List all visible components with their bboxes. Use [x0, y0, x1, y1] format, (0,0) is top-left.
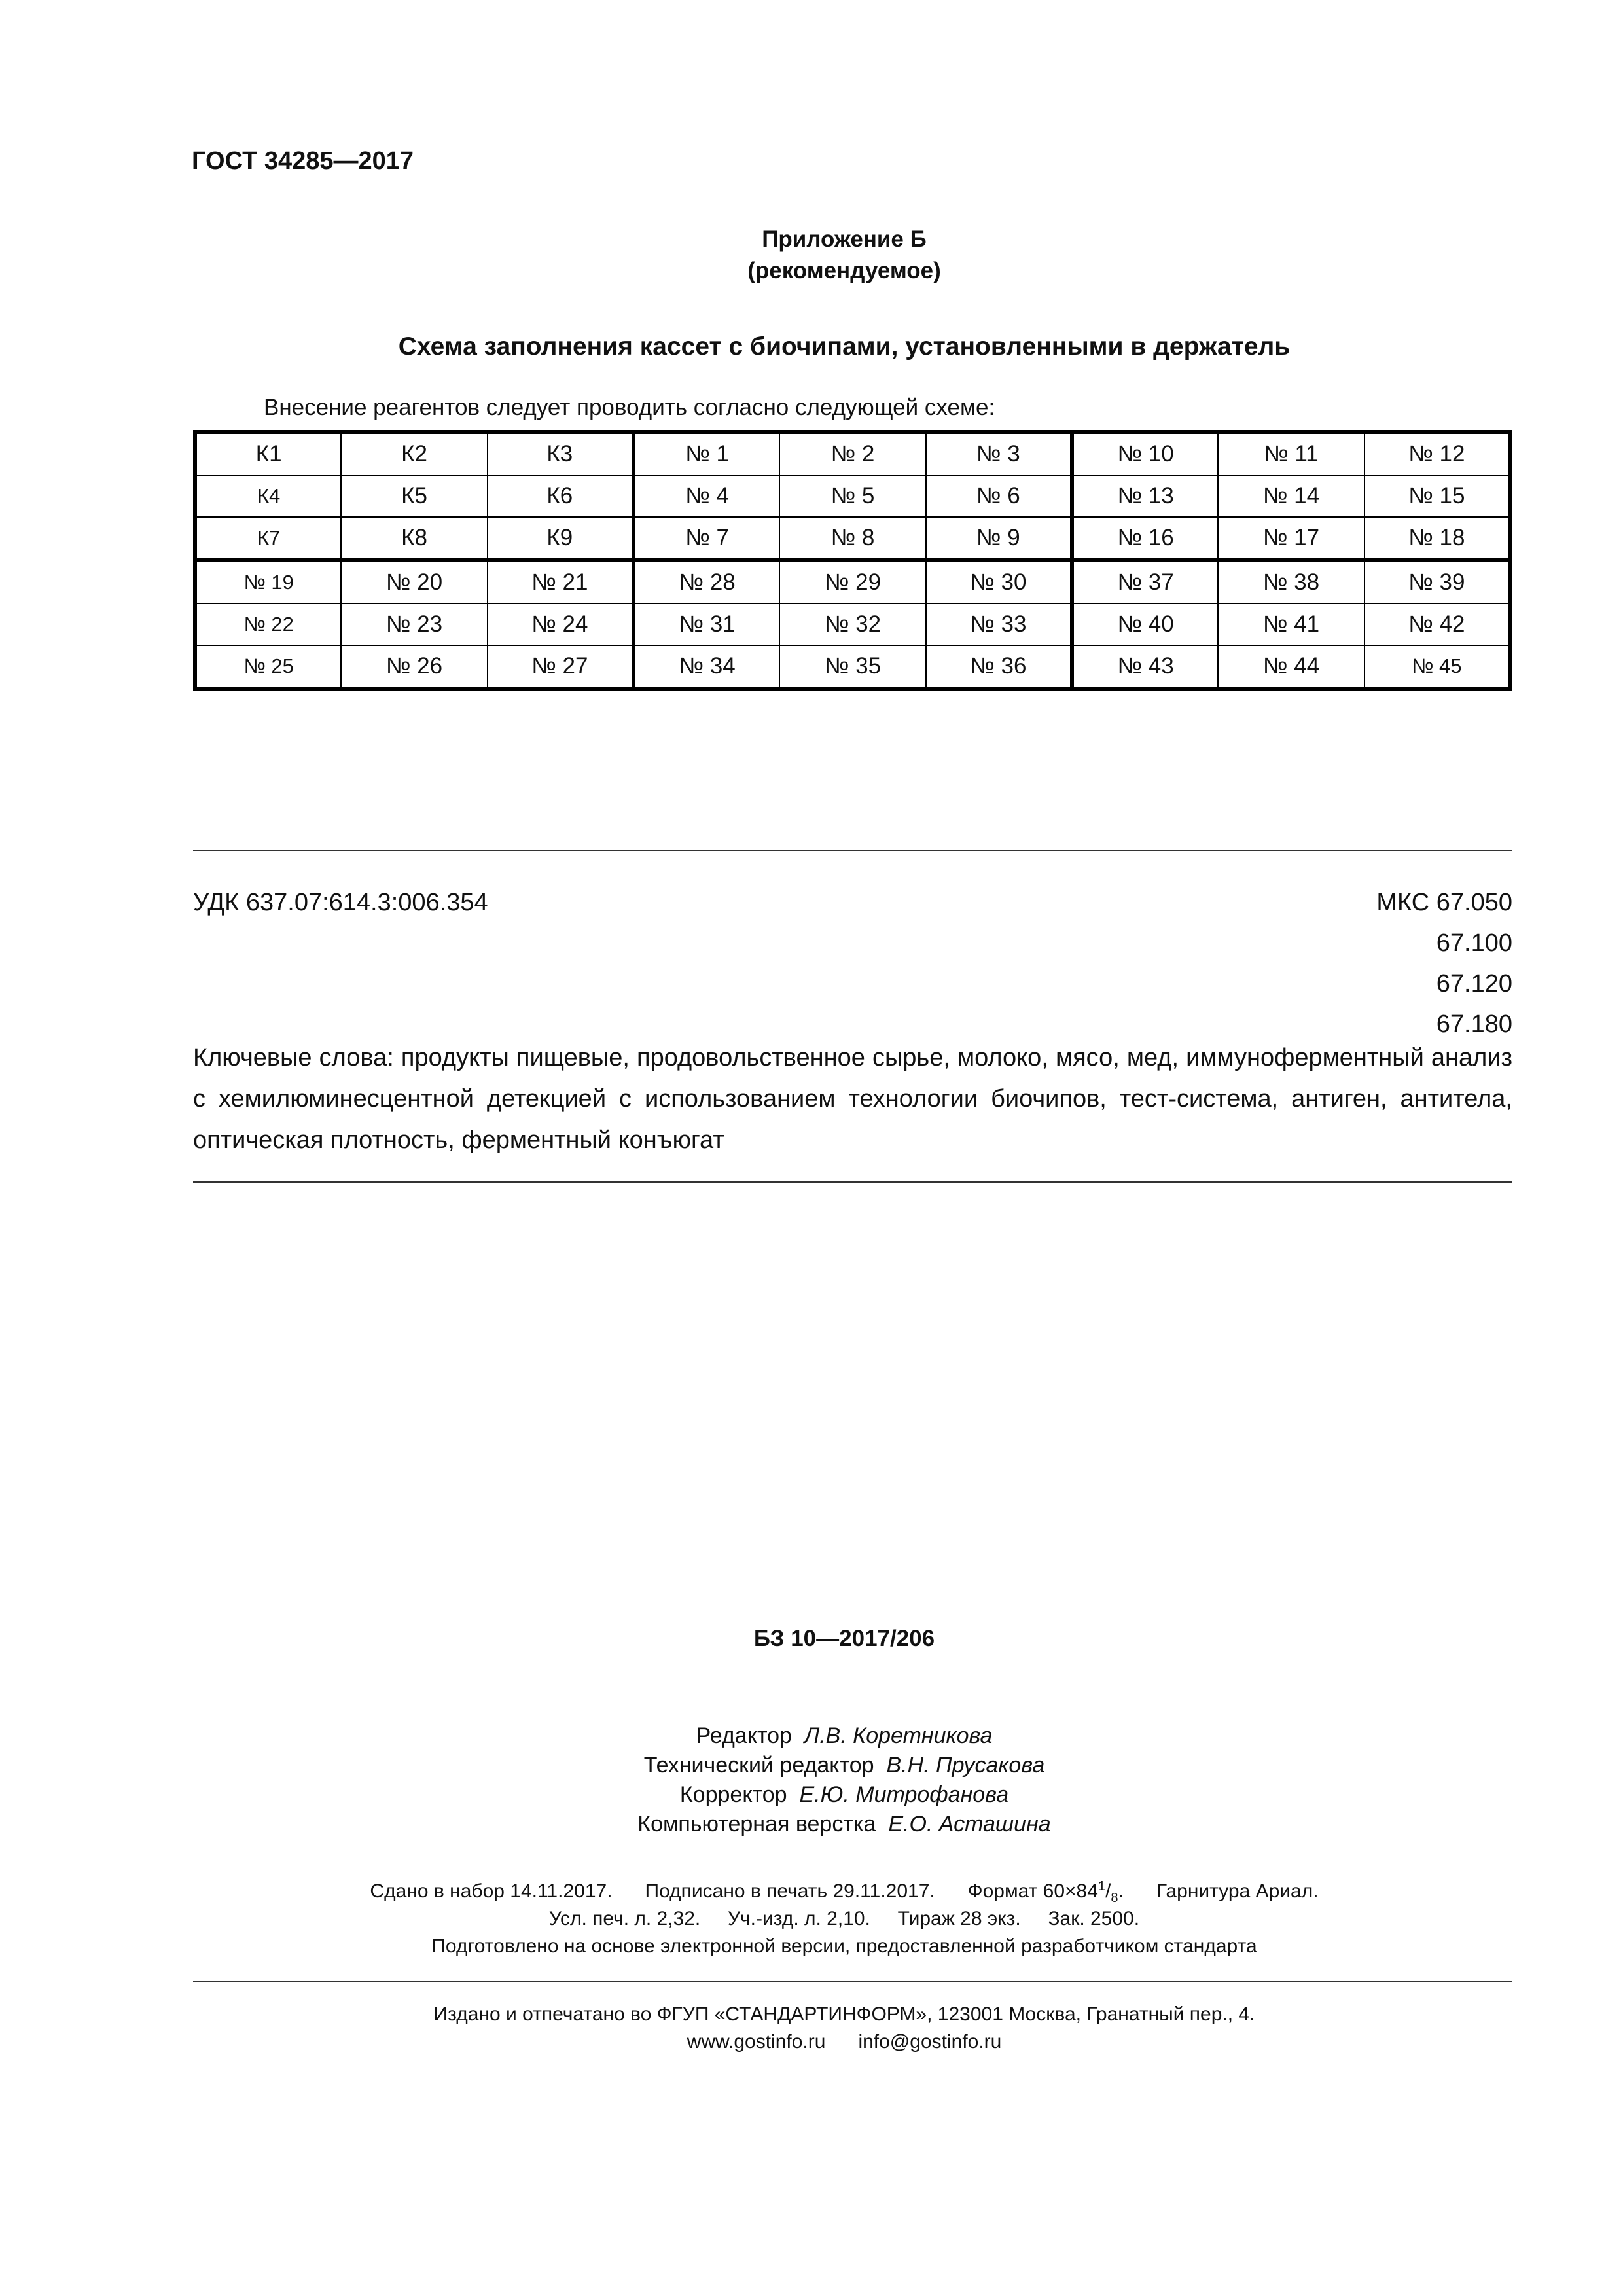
- table-row: [195, 517, 1510, 560]
- table-cell: № 1: [633, 432, 779, 475]
- table-cell: № 45: [1364, 645, 1510, 689]
- table-cell: № 10: [1072, 432, 1218, 475]
- mks-code: МКС 67.050: [1376, 889, 1512, 916]
- table-cell: № 16: [1072, 517, 1218, 560]
- credit-name: В.Н. Прусакова: [886, 1753, 1045, 1778]
- credit-role: Технический редактор: [643, 1753, 874, 1778]
- scheme-intro: Внесение реагентов следует проводить согласно следующей схеме:: [264, 395, 995, 420]
- credit-proofreader: [0, 1780, 1623, 1810]
- table-cell: № 34: [633, 645, 779, 689]
- format: Формат $60\times 84^1/_8$.: [967, 1879, 1124, 1905]
- table-cell: К5: [341, 475, 487, 517]
- imprint-line-2: [0, 1906, 1623, 1932]
- table-cell: К8: [341, 517, 487, 560]
- table-cell: № 41: [1218, 603, 1364, 645]
- signed-date: Подписано в печать 29.11.2017.: [645, 1880, 935, 1902]
- table-cell: № 26: [341, 645, 487, 689]
- print-sheets: Усл. печ. л. 2,32.: [548, 1908, 701, 1929]
- table-cell: № 24: [488, 603, 633, 645]
- table-cell: № 2: [779, 432, 925, 475]
- mks-code: 67.100: [1436, 929, 1512, 957]
- cassette-scheme-table: [193, 430, 1512, 691]
- table-cell: № 43: [1072, 645, 1218, 689]
- table-cell: № 3: [926, 432, 1072, 475]
- table-row: [195, 475, 1510, 517]
- table-cell: № 42: [1364, 603, 1510, 645]
- table-cell: № 30: [926, 560, 1072, 603]
- table-cell: К9: [488, 517, 633, 560]
- table-cell: № 18: [1364, 517, 1510, 560]
- credit-name: Л.В. Коретникова: [804, 1723, 993, 1748]
- table-cell: № 12: [1364, 432, 1510, 475]
- mks-code: 67.120: [1436, 970, 1512, 997]
- table-cell: № 37: [1072, 560, 1218, 603]
- email-link[interactable]: info@gostinfo.ru: [858, 2031, 1002, 2053]
- credit-layout: [0, 1810, 1623, 1839]
- table-cell: № 35: [779, 645, 925, 689]
- table-cell: К4: [195, 475, 341, 517]
- credit-editor: [0, 1721, 1623, 1751]
- table-cell: № 4: [633, 475, 779, 517]
- order-number: Зак. 2500.: [1048, 1908, 1140, 1929]
- table-cell: № 11: [1218, 432, 1364, 475]
- credit-tech-editor: [0, 1751, 1623, 1780]
- divider-bottom: [193, 1981, 1512, 1982]
- table-cell: № 15: [1364, 475, 1510, 517]
- appendix-title: Приложение Б: [762, 226, 927, 252]
- mks-code: 67.180: [1436, 1011, 1512, 1038]
- table-cell: К3: [488, 432, 633, 475]
- credit-name: Е.О. Асташина: [888, 1812, 1051, 1837]
- table-cell: № 21: [488, 560, 633, 603]
- contacts: [0, 2029, 1623, 2055]
- table-cell: № 14: [1218, 475, 1364, 517]
- appendix-note: (рекомендуемое): [747, 258, 941, 283]
- credit-role: Компьютерная верстка: [637, 1812, 876, 1837]
- bz-number: БЗ 10—2017/206: [753, 1626, 935, 1651]
- table-cell: № 7: [633, 517, 779, 560]
- table-cell: № 23: [341, 603, 487, 645]
- table-cell: № 29: [779, 560, 925, 603]
- typeset-date: Сдано в набор 14.11.2017.: [370, 1880, 613, 1902]
- table-cell: № 33: [926, 603, 1072, 645]
- table-cell: № 32: [779, 603, 925, 645]
- table-row: [195, 432, 1510, 475]
- table-cell: № 28: [633, 560, 779, 603]
- keywords: Ключевые слова: продукты пищевые, продовольственное сырье, молоко, мясо, мед, иммуноферментный анализ с хемилюминесцентной детекцией с использованием технологии биочипов, тест-система, антиген, антитела, оптическая плотность, ферментный конъюгат: [193, 1044, 1512, 1154]
- document-code: ГОСТ 34285—2017: [192, 147, 414, 175]
- divider-middle: [193, 1181, 1512, 1183]
- table-cell: № 27: [488, 645, 633, 689]
- table-cell: № 17: [1218, 517, 1364, 560]
- table-cell: № 6: [926, 475, 1072, 517]
- divider-top: [193, 850, 1512, 851]
- table-cell: К2: [341, 432, 487, 475]
- publ-sheets: Уч.-изд. л. 2,10.: [727, 1908, 870, 1929]
- udk-code: УДК 637.07:614.3:006.354: [193, 889, 488, 916]
- typeface: Гарнитура Ариал.: [1156, 1880, 1319, 1902]
- imprint-line-1: [0, 1878, 1623, 1905]
- table-cell: № 36: [926, 645, 1072, 689]
- publisher: Издано и отпечатано во ФГУП «СТАНДАРТИНФОРМ», 123001 Москва, Гранатный пер., 4.: [433, 2003, 1255, 2025]
- scheme-title: Схема заполнения кассет с биочипами, установленными в держатель: [398, 332, 1291, 361]
- credit-role: Корректор: [679, 1782, 787, 1807]
- circulation: Тираж 28 экз.: [897, 1908, 1021, 1929]
- table-cell: № 38: [1218, 560, 1364, 603]
- credit-role: Редактор: [696, 1723, 792, 1748]
- table-cell: № 9: [926, 517, 1072, 560]
- table-cell: К1: [195, 432, 341, 475]
- table-cell: № 22: [195, 603, 341, 645]
- table-cell: № 40: [1072, 603, 1218, 645]
- table-row: [195, 560, 1510, 603]
- table-cell: № 44: [1218, 645, 1364, 689]
- table-cell: № 39: [1364, 560, 1510, 603]
- table-row: [195, 645, 1510, 689]
- table-cell: № 8: [779, 517, 925, 560]
- table-cell: № 20: [341, 560, 487, 603]
- table-cell: К6: [488, 475, 633, 517]
- table-cell: № 5: [779, 475, 925, 517]
- table-row: [195, 603, 1510, 645]
- table-cell: № 31: [633, 603, 779, 645]
- table-cell: К7: [195, 517, 341, 560]
- credit-name: Е.Ю. Митрофанова: [799, 1782, 1009, 1807]
- table-cell: № 13: [1072, 475, 1218, 517]
- table-cell: № 19: [195, 560, 341, 603]
- website-link[interactable]: www.gostinfo.ru: [687, 2031, 826, 2053]
- prepared-note: Подготовлено на основе электронной версии, предоставленной разработчиком стандарта: [431, 1935, 1257, 1957]
- table-cell: № 25: [195, 645, 341, 689]
